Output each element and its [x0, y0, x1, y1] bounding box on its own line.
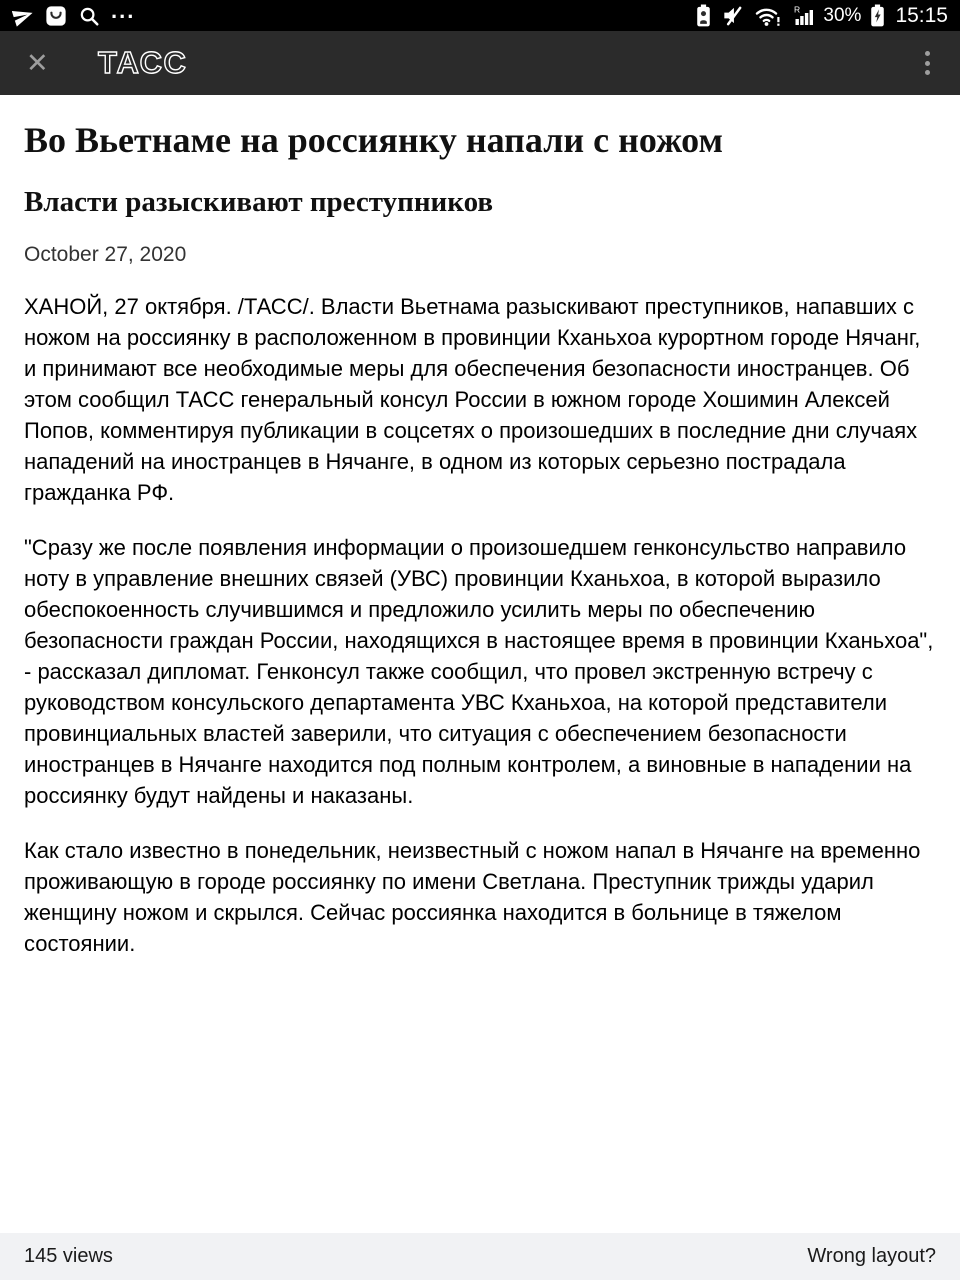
search-icon	[78, 5, 100, 27]
article-date: October 27, 2020	[24, 242, 187, 266]
battery-charging-icon	[870, 4, 885, 27]
status-bar-system	[696, 4, 948, 28]
article-subtitle: Власти разыскивают преступников	[24, 186, 494, 219]
article-paragraph: Как стало известно в понедельник, неизвестный с ножом напал в Нячанге на временно проживающую в городе россиянку по имени Светлана. Преступник трижды ударил женщину ножом и скрылся. Сейчас россиянка находится в больнице в тяжелом состоянии.	[24, 837, 921, 956]
instant-view-footer	[0, 1233, 960, 1280]
views-count-label: 145 views	[24, 1245, 113, 1267]
instant-view-header	[0, 31, 960, 95]
kebab-menu-button[interactable]	[921, 47, 934, 79]
wrong-layout-button[interactable]: Wrong layout?	[807, 1245, 936, 1267]
channel-title: ТАСС	[98, 45, 188, 80]
wifi-icon	[753, 5, 780, 27]
store-app-icon	[45, 5, 67, 27]
status-bar-notifications: ...	[12, 5, 135, 27]
cell-signal-icon	[789, 4, 814, 27]
article-paragraph: "Сразу же после появления информации о произошедшем генконсульство направило ноту в управление внешних связей (УВС) провинции Кханьхоа, в которой выразило обеспокоенность случившимся и предложило усилить меры по обеспечению безопасности граждан России, находящихся в настоящее время в провинции Кханьхоа", - рассказал дипломат. Генконсул также сообщил, что провел экстренную встречу с руководством консульского департамента УВС Кханьхоа, на которой представители провинциальных властей заверили, что ситуация с обеспечением безопасности иностранцев в Нячанге находится под полным контролем, а виновные в нападении на россиянку будут найдены и наказаны.	[24, 534, 934, 808]
battery-percent-label: 30%	[823, 4, 862, 26]
telegram-icon	[12, 5, 34, 27]
svg-text:R: R	[794, 4, 801, 15]
mute-icon	[720, 4, 744, 27]
article-paragraph: ХАНОЙ, 27 октября. /ТАСС/. Власти Вьетнама разыскивают преступников, напавших с ножом на россиянку в расположенном в провинции Кханьхоа курортном городе Нячанг, и принимают все необходимые меры для обеспечения безопасности иностранцев. Об этом сообщил ТАСС генеральный консул России в южном городе Хошимин Алексей Попов, комментируя публикации в соцсетях о произошедших в последние дни случаях нападений на иностранцев в Нячанге, в одном из которых серьезно пострадала гражданка РФ.	[24, 293, 921, 505]
close-button[interactable]: ✕	[26, 50, 58, 77]
article-title: Во Вьетнаме на россиянку напали с ножом	[24, 120, 724, 160]
battery-saver-icon	[696, 4, 711, 27]
article-scroll-area[interactable]	[0, 95, 960, 1233]
clock-label: 15:15	[895, 3, 948, 27]
status-bar	[0, 0, 960, 31]
